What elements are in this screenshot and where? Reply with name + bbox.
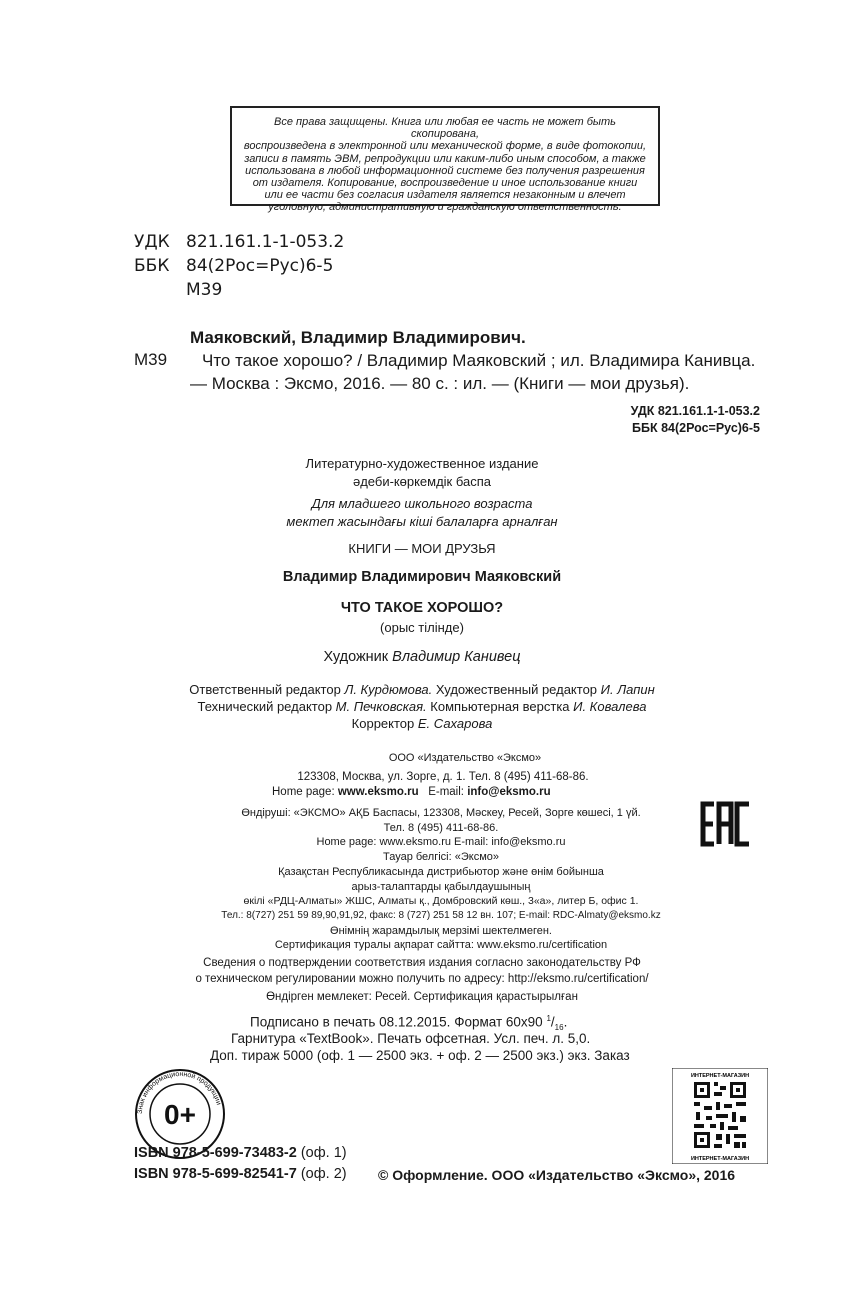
qr-bottom-label: ИНТЕРНЕТ-МАГАЗИН xyxy=(690,1156,750,1162)
copyright-notice: © Оформление. ООО «Издательство «Эксмо», 2016 xyxy=(378,1167,736,1183)
credits-line-2 xyxy=(0,699,844,714)
isbn-1-code: ISBN 978-5-699-73483-2 xyxy=(134,1145,297,1161)
edition-type-ru: Литературно-художественное издание xyxy=(305,456,539,471)
cert-line-1: Сведения о подтверждении соответствия издания согласно законодательству РФ xyxy=(203,957,641,969)
rights-line: от издателя. Копирование, воспроизведение и иное использование книги xyxy=(252,177,638,190)
home-page-label: Home page: xyxy=(272,786,335,798)
home-page-link[interactable]: www.eksmo.ru xyxy=(337,786,419,798)
bbk-value: 84(2Рос=Рус)6-5 xyxy=(186,256,334,276)
rights-line: использована в любой информационной системе без получения разрешения xyxy=(245,164,645,177)
kz-info-line: Тел.: 8(727) 251 59 89,90,91,92, факс: 8 (727) 251 58 12 вн. 107; E-mail: RDC-Almaty@eksmo.kz xyxy=(221,909,661,921)
kz-info-line: Тел. 8 (495) 411-68-86. xyxy=(383,821,499,834)
tech-editor: М. Печковская. xyxy=(335,699,427,714)
bbk-label: ББК xyxy=(134,256,170,276)
udk-row xyxy=(134,232,344,252)
edition-age-kz: мектеп жасындағы кіші балаларға арналған xyxy=(286,514,558,529)
credits-line-1 xyxy=(0,682,844,697)
tech-editor-label: Технический редактор xyxy=(197,699,333,714)
catalog-udk: УДК 821.161.1-1-053.2 xyxy=(630,404,760,418)
format-fraction-num: 1 xyxy=(546,1014,551,1023)
resp-editor: Л. Курдюмова. xyxy=(344,682,433,697)
rights-line: воспроизведена в электронной или механической форме, в виде фотокопии, xyxy=(243,140,647,153)
kz-info-line: Сертификация туралы ақпарат сайтта: www.eksmo.ru/certification xyxy=(274,939,608,952)
cert-line-2: о техническом регулировании можно получить по адресу: http://eksmo.ru/certification/ xyxy=(195,973,649,985)
print-signed: Подписано в печать 08.12.2015. Формат 60x90 xyxy=(250,1014,547,1030)
eac-mark xyxy=(700,798,752,850)
kz-info-line: Қазақстан Республикасында дистрибьютор және өнім бойынша xyxy=(278,865,604,878)
qr-code-block[interactable] xyxy=(672,1068,768,1164)
layout-label: Компьютерная верстка xyxy=(430,699,570,714)
layout-name: И. Ковалева xyxy=(573,699,647,714)
corrector-name: Е. Сахарова xyxy=(417,716,493,731)
kz-info-line: өкілі «РДЦ-Алматы» ЖШС, Алматы қ., Домбровский көш., 3«а», литер Б, офис 1. xyxy=(243,895,639,908)
book-title: ЧТО ТАКОЕ ХОРОШО? xyxy=(340,600,504,616)
rights-line: записи в память ЭВМ, репродукции или каким-либо иным способом, а также xyxy=(244,152,646,165)
publisher-name: ООО «Издательство «Эксмо» xyxy=(388,752,542,764)
author-mark: М39 xyxy=(186,280,223,300)
kz-info-line: арыз-талаптарды қабылдаушының xyxy=(351,880,531,893)
art-editor: И. Лапин xyxy=(600,682,655,697)
isbn-2-code: ISBN 978-5-699-82541-7 xyxy=(134,1166,297,1182)
edition-type-kz: әдеби-көркемдік баспа xyxy=(352,474,491,489)
artist-label: Художник xyxy=(323,649,389,665)
edition-age-ru: Для младшего школьного возраста xyxy=(311,496,533,511)
kz-info-line: Тауар белгісі: «Эксмо» xyxy=(382,851,499,864)
credits-line-3 xyxy=(0,716,844,731)
catalog-author-heading: Маяковский, Владимир Владимирович. xyxy=(190,328,526,347)
catalog-description: Что такое хорошо? / Владимир Маяковский ; ил. Владимира Канивца. — Москва : Эксмо, 2016. — 80 с. : ил. — (Книги — мои друзья). xyxy=(190,351,756,393)
format-fraction-den: 16 xyxy=(554,1023,564,1033)
publisher-address: 123308, Москва, ул. Зорге, д. 1. Тел. 8 (495) 411-68-86. xyxy=(297,771,589,783)
artist-line xyxy=(0,649,844,665)
print-line-2: Гарнитура «TextBook». Печать офсетная. Усл. печ. л. 5,0. xyxy=(231,1031,591,1046)
catalog-bbk: ББК 84(2Рос=Рус)6-5 xyxy=(632,421,760,435)
kz-info-line: Өнімнің жарамдылық мерзімі шектелмеген. xyxy=(330,924,552,937)
rights-line: уголовную, административную и гражданскую ответственность. xyxy=(268,201,622,214)
udk-label: УДК xyxy=(134,232,170,252)
rights-line: Все права защищены. Книга или любая ее часть не может быть скопирована, xyxy=(274,116,616,141)
rights-line: или ее части без согласия издателя является незаконным и влечет xyxy=(264,189,626,202)
isbn-1-note: (оф. 1) xyxy=(296,1145,347,1161)
isbn-2-note: (оф. 2) xyxy=(296,1166,347,1182)
email-link[interactable]: info@eksmo.ru xyxy=(467,786,551,798)
badge-label: 0+ xyxy=(164,1099,196,1130)
isbn-line-2 xyxy=(134,1166,347,1182)
cert-line-3: Өндірген мемлекет: Ресей. Сертификация қарастырылған xyxy=(266,991,578,1003)
book-language: (орыс тілінде) xyxy=(380,620,464,635)
kz-info-line: Home page: www.eksmo.ru E-mail: info@eksmo.ru xyxy=(316,836,566,849)
resp-editor-label: Ответственный редактор xyxy=(189,682,341,697)
catalog-mark: М39 xyxy=(134,350,168,369)
book-author: Владимир Владимирович Маяковский xyxy=(282,569,562,585)
kz-info-block xyxy=(216,806,666,953)
qr-top-label: ИНТЕРНЕТ-МАГАЗИН xyxy=(690,1073,750,1079)
print-line-1: Подписано в печать 08.12.2015. Формат 60x90 $^1/_{16}$. xyxy=(250,1014,568,1033)
publisher-web xyxy=(272,786,551,798)
print-line-3: Доп. тираж 5000 (оф. 1 — 2500 экз. + оф. 2 — 2500 экз.) экз. Заказ xyxy=(210,1048,630,1063)
badge-ring-text: Знак информационной продукции xyxy=(136,1070,222,1115)
rights-notice-box xyxy=(230,106,660,214)
corrector-label: Корректор xyxy=(351,716,415,731)
udk-value: 821.161.1-1-053.2 xyxy=(186,232,345,252)
artist-name: Владимир Канивец xyxy=(392,649,521,665)
bbk-row xyxy=(134,256,333,276)
qr-code-icon xyxy=(672,1068,768,1164)
isbn-line-1 xyxy=(134,1145,347,1161)
email-label: E-mail: xyxy=(428,786,464,798)
series-name: КНИГИ — МОИ ДРУЗЬЯ xyxy=(348,541,496,556)
art-editor-label: Художественный редактор xyxy=(435,682,598,697)
kz-info-line: Өндіруші: «ЭКСМО» АҚБ Баспасы, 123308, Мәскеу, Ресей, Зорге көшесі, 1 үй. xyxy=(241,807,641,819)
